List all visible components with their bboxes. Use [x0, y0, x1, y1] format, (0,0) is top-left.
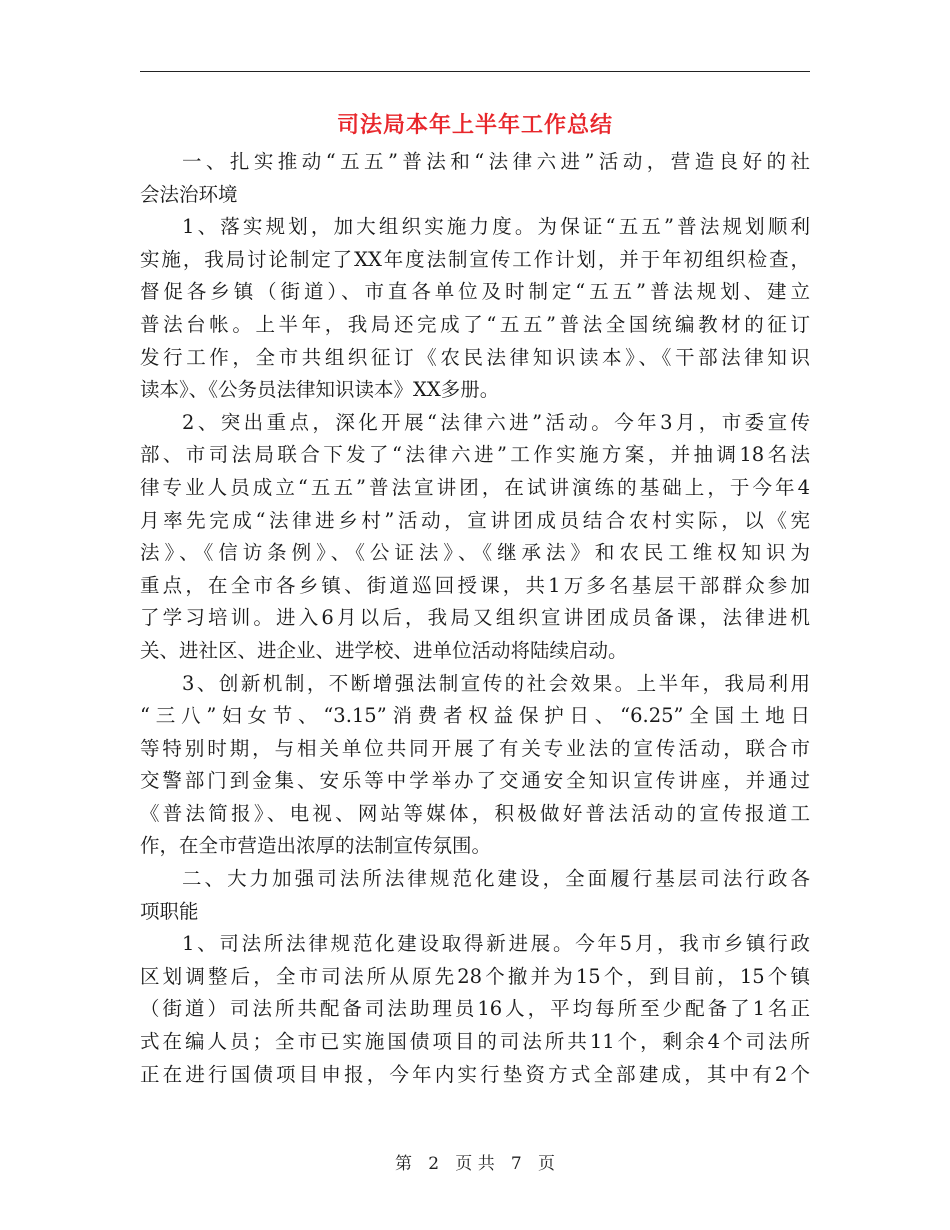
text-line: 部、市司法局联合下发了“法律六进”工作实施方案，并抽调18名法	[140, 443, 810, 467]
text-line: 读本》、《公务员法律知识读本》XX多册。	[140, 378, 500, 402]
text-line: 2、突出重点，深化开展“法律六进”活动。今年3月，市委宣传	[182, 410, 810, 434]
text-line: 月率先完成“法律进乡村”活动，宣讲团成员结合农村实际，以《宪	[140, 508, 810, 532]
text-line: 二、大力加强司法所法律规范化建设，全面履行基层司法行政各	[182, 867, 810, 891]
text-line: 区划调整后，全市司法所从原先28个撤并为15个，到目前，15个镇	[140, 964, 810, 988]
text-line: 会法治环境	[140, 182, 238, 206]
document-body	[140, 146, 810, 1091]
text-line: 1、落实规划，加大组织实施力度。为保证“五五”普法规划顺利	[182, 215, 810, 239]
text-line: “三八”妇女节、“3.15”消费者权益保护日、“6.25”全国土地日	[140, 704, 810, 728]
footer-current-page: 2	[428, 1154, 440, 1174]
text-line: 发行工作，全市共组织征订《农民法律知识读本》、《干部法律知识	[140, 345, 810, 369]
page-footer	[0, 1152, 950, 1176]
text-line: 3、创新机制，不断增强法制宣传的社会效果。上半年，我局利用	[182, 671, 810, 695]
footer-total-pages: 7	[510, 1154, 522, 1174]
text-line: 关、进社区、进企业、进学校、进单位活动将陆续启动。	[140, 638, 628, 662]
text-line: 律专业人员成立“五五”普法宣讲团，在试讲演练的基础上，于今年4	[140, 475, 810, 499]
text-line: 实施，我局讨论制定了XX年度法制宣传工作计划，并于年初组织检查，	[140, 247, 810, 271]
footer-middle: 页 共	[455, 1154, 495, 1174]
text-line: 作，在全市营造出浓厚的法制宣传氛围。	[140, 834, 492, 858]
text-line: 了学习培训。进入6月以后，我局又组织宣讲团成员备课，法律进机	[140, 606, 810, 630]
header-rule	[140, 71, 810, 72]
text-line: 式在编人员；全市已实施国债项目的司法所共11个，剩余4个司法所	[140, 1030, 810, 1054]
text-line: 一、扎实推动“五五”普法和“法律六进”活动，营造良好的社	[182, 150, 810, 173]
text-line: 《普法简报》、电视、网站等媒体，积极做好普法活动的宣传报道工	[140, 801, 810, 825]
text-line: 1、司法所法律规范化建设取得新进展。今年5月，我市乡镇行政	[182, 932, 810, 956]
text-line: 普法台帐。上半年，我局还完成了“五五”普法全国统编教材的征订	[140, 312, 810, 336]
text-line: 等特别时期，与相关单位共同开展了有关专业法的宣传活动，联合市	[140, 736, 810, 760]
text-line: 重点，在全市各乡镇、街道巡回授课，共1万多名基层干部群众参加	[140, 573, 810, 597]
document-title: 司法局本年上半年工作总结	[336, 112, 613, 138]
text-line: 项职能	[140, 899, 199, 923]
text-line: 正在进行国债项目申报，今年内实行垫资方式全部建成，其中有2个	[140, 1062, 810, 1086]
footer-suffix: 页	[537, 1154, 555, 1174]
text-line: 交警部门到金集、安乐等中学举办了交通安全知识宣传讲座，并通过	[140, 769, 810, 793]
footer-prefix: 第	[395, 1154, 413, 1174]
text-line: 法》、《信访条例》、《公证法》、《继承法》和农民工维权知识为	[140, 541, 810, 565]
text-line: （街道）司法所共配备司法助理员16人，平均每所至少配备了1名正	[140, 997, 810, 1021]
text-line: 督促各乡镇（街道）、市直各单位及时制定“五五”普法规划、建立	[140, 280, 810, 304]
